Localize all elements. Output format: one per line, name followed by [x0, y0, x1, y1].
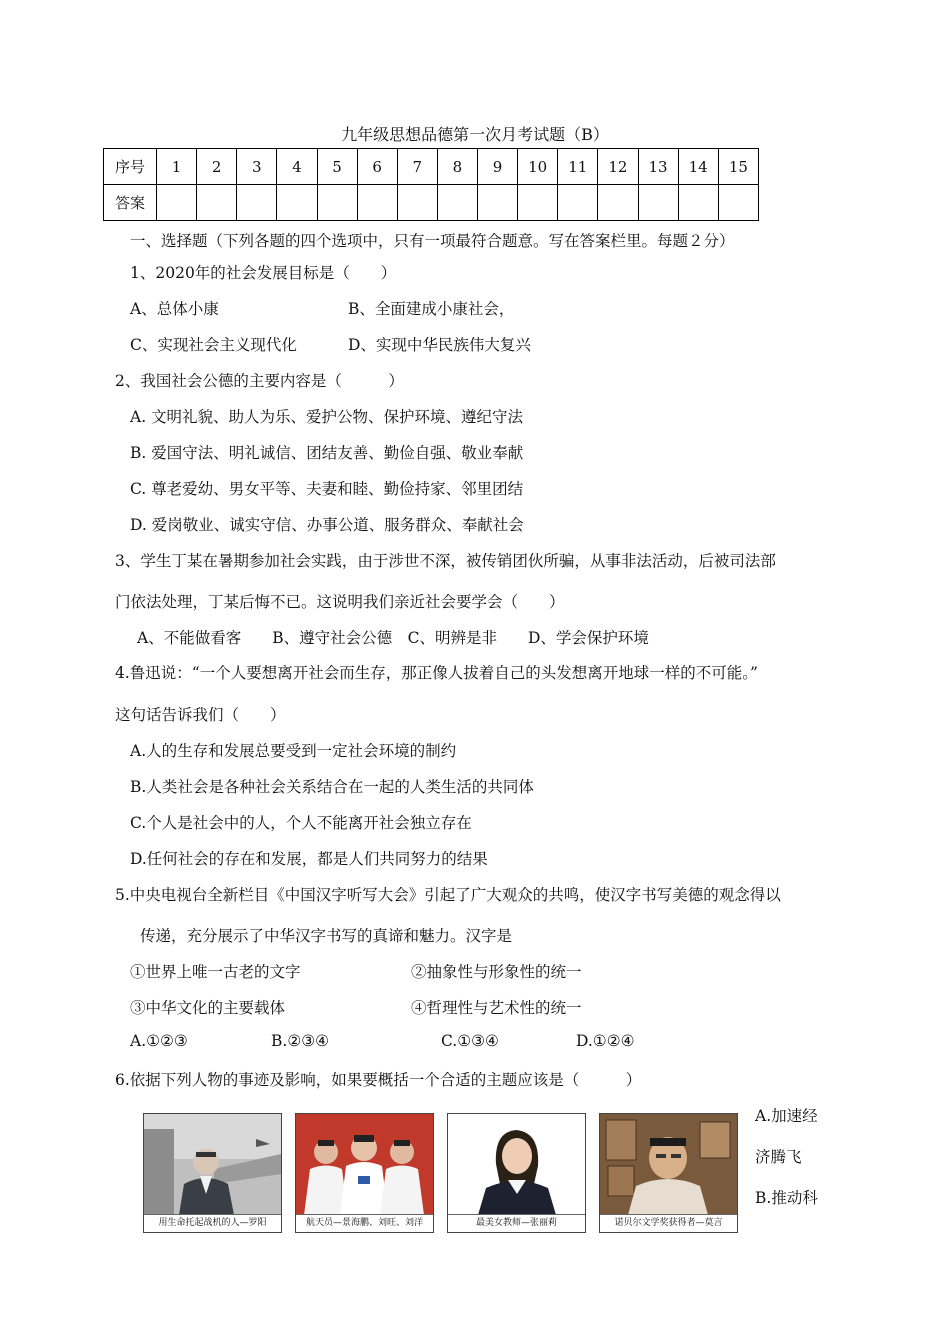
photo-astronauts [295, 1113, 434, 1233]
answer-cell[interactable] [357, 185, 397, 221]
question-3-options: A、不能做看客 B、遵守社会公德 C、明辨是非 D、学会保护环境 [137, 629, 649, 647]
question-5-stem-line-2: 传递，充分展示了中华汉字书写的真谛和魅力。汉字是 [140, 927, 513, 945]
photo-caption: 航天员—景海鹏、刘旺、刘洋 [296, 1214, 433, 1232]
table-cell-number: 9 [478, 149, 518, 185]
question-1-option-a: A、总体小康 [130, 300, 219, 318]
question-1-option-d: D、实现中华民族伟大复兴 [348, 336, 531, 354]
teacher-photo-illustration [448, 1114, 585, 1215]
question-4-stem-line-2: 这句话告诉我们（ ） [115, 706, 286, 724]
question-5-option-d: D.①②④ [576, 1032, 635, 1050]
table-cell-number: 7 [397, 149, 437, 185]
table-cell-number: 11 [558, 149, 598, 185]
question-5-item-2: ②抽象性与形象性的统一 [411, 963, 582, 981]
answer-cell[interactable] [718, 185, 758, 221]
page-title: 九年级思想品德第一次月考试题（B） [341, 125, 609, 144]
answer-table [103, 148, 759, 221]
answer-cell[interactable] [598, 185, 638, 221]
question-5-option-c: C.①③④ [441, 1032, 499, 1050]
question-3-stem-line-2: 门依法处理，丁某后悔不已。这说明我们亲近社会要学会（ ） [115, 593, 565, 611]
question-4-option-c: C.个人是社会中的人，个人不能离开社会独立存在 [130, 814, 472, 832]
question-5-option-a: A.①②③ [130, 1032, 188, 1050]
question-6-option-a-part-1: A.加速经 [755, 1107, 818, 1125]
photo-caption: 最美女教师—张丽莉 [448, 1214, 585, 1232]
author-photo-illustration [600, 1114, 737, 1215]
table-cell-number: 8 [437, 149, 477, 185]
question-6-stem: 6.依据下列人物的事迹及影响，如果要概括一个合适的主题应该是（ ） [115, 1071, 642, 1089]
question-5-option-b: B.②③④ [271, 1032, 330, 1050]
table-row-answers [104, 185, 759, 221]
table-cell-number: 15 [718, 149, 758, 185]
photo-strip [143, 1113, 737, 1233]
answer-cell[interactable] [237, 185, 277, 221]
question-2-option-c: C. 尊老爱幼、男女平等、夫妻和睦、勤俭持家、邻里团结 [130, 480, 524, 498]
question-5-item-4: ④哲理性与艺术性的统一 [411, 999, 582, 1017]
answer-cell[interactable] [478, 185, 518, 221]
photo-teacher [447, 1113, 586, 1233]
table-row-numbers [104, 149, 759, 185]
question-2-option-b: B. 爱国守法、明礼诚信、团结友善、勤俭自强、敬业奉献 [130, 444, 524, 462]
question-4-stem-line-1: 4.鲁迅说：“一个人要想离开社会而生存，那正像人拔着自己的头发想离开地球一样的不可能。” [115, 664, 758, 682]
row-label-number: 序号 [104, 149, 157, 185]
astronauts-photo-illustration [296, 1114, 433, 1215]
answer-cell[interactable] [157, 185, 197, 221]
carrier-photo-illustration [144, 1114, 281, 1215]
answer-cell[interactable] [397, 185, 437, 221]
question-5-item-1: ①世界上唯一古老的文字 [130, 963, 301, 981]
table-cell-number: 10 [518, 149, 558, 185]
section-heading: 一、选择题（下列各题的四个选项中，只有一项最符合题意。写在答案栏里。每题２分） [130, 232, 735, 250]
table-cell-number: 4 [277, 149, 317, 185]
question-6-option-a-part-2: 济腾飞 [755, 1148, 802, 1166]
question-2-option-a: A. 文明礼貌、助人为乐、爱护公物、保护环境、遵纪守法 [130, 408, 524, 426]
question-1-option-c: C、实现社会主义现代化 [130, 336, 297, 354]
answer-cell[interactable] [317, 185, 357, 221]
table-cell-number: 14 [678, 149, 718, 185]
answer-cell[interactable] [518, 185, 558, 221]
answer-cell[interactable] [277, 185, 317, 221]
question-5-item-3: ③中华文化的主要载体 [130, 999, 286, 1017]
question-1-option-b: B、全面建成小康社会， [348, 300, 515, 318]
question-4-option-a: A.人的生存和发展总要受到一定社会环境的制约 [130, 742, 457, 760]
table-cell-number: 13 [638, 149, 678, 185]
answer-cell[interactable] [558, 185, 598, 221]
table-cell-number: 6 [357, 149, 397, 185]
question-4-option-d: D.任何社会的存在和发展，都是人们共同努力的结果 [130, 850, 488, 868]
photo-luo-yang [143, 1113, 282, 1233]
answer-cell[interactable] [197, 185, 237, 221]
row-label-answer: 答案 [104, 185, 157, 221]
answer-cell[interactable] [678, 185, 718, 221]
question-1-stem: 1、2020年的社会发展目标是（ ） [130, 264, 397, 282]
question-2-stem: 2、我国社会公德的主要内容是（ ） [115, 372, 404, 390]
table-cell-number: 12 [598, 149, 638, 185]
question-6-option-b-part-1: B.推动科 [755, 1189, 818, 1207]
photo-author [599, 1113, 738, 1233]
table-cell-number: 5 [317, 149, 357, 185]
table-cell-number: 3 [237, 149, 277, 185]
answer-cell[interactable] [638, 185, 678, 221]
photo-caption: 诺贝尔文学奖获得者—莫言 [600, 1214, 737, 1232]
photo-caption: 用生命托起战机的人—罗阳 [144, 1214, 281, 1232]
question-3-stem-line-1: 3、学生丁某在暑期参加社会实践，由于涉世不深，被传销团伙所骗，从事非法活动，后被司法部 [115, 552, 776, 570]
answer-cell[interactable] [437, 185, 477, 221]
table-cell-number: 1 [157, 149, 197, 185]
question-2-option-d: D. 爱岗敬业、诚实守信、办事公道、服务群众、奉献社会 [130, 516, 524, 534]
question-5-stem-line-1: 5.中央电视台全新栏目《中国汉字听写大会》引起了广大观众的共鸣，使汉字书写美德的观念得以 [115, 886, 781, 904]
table-cell-number: 2 [197, 149, 237, 185]
question-4-option-b: B.人类社会是各种社会关系结合在一起的人类生活的共同体 [130, 778, 534, 796]
